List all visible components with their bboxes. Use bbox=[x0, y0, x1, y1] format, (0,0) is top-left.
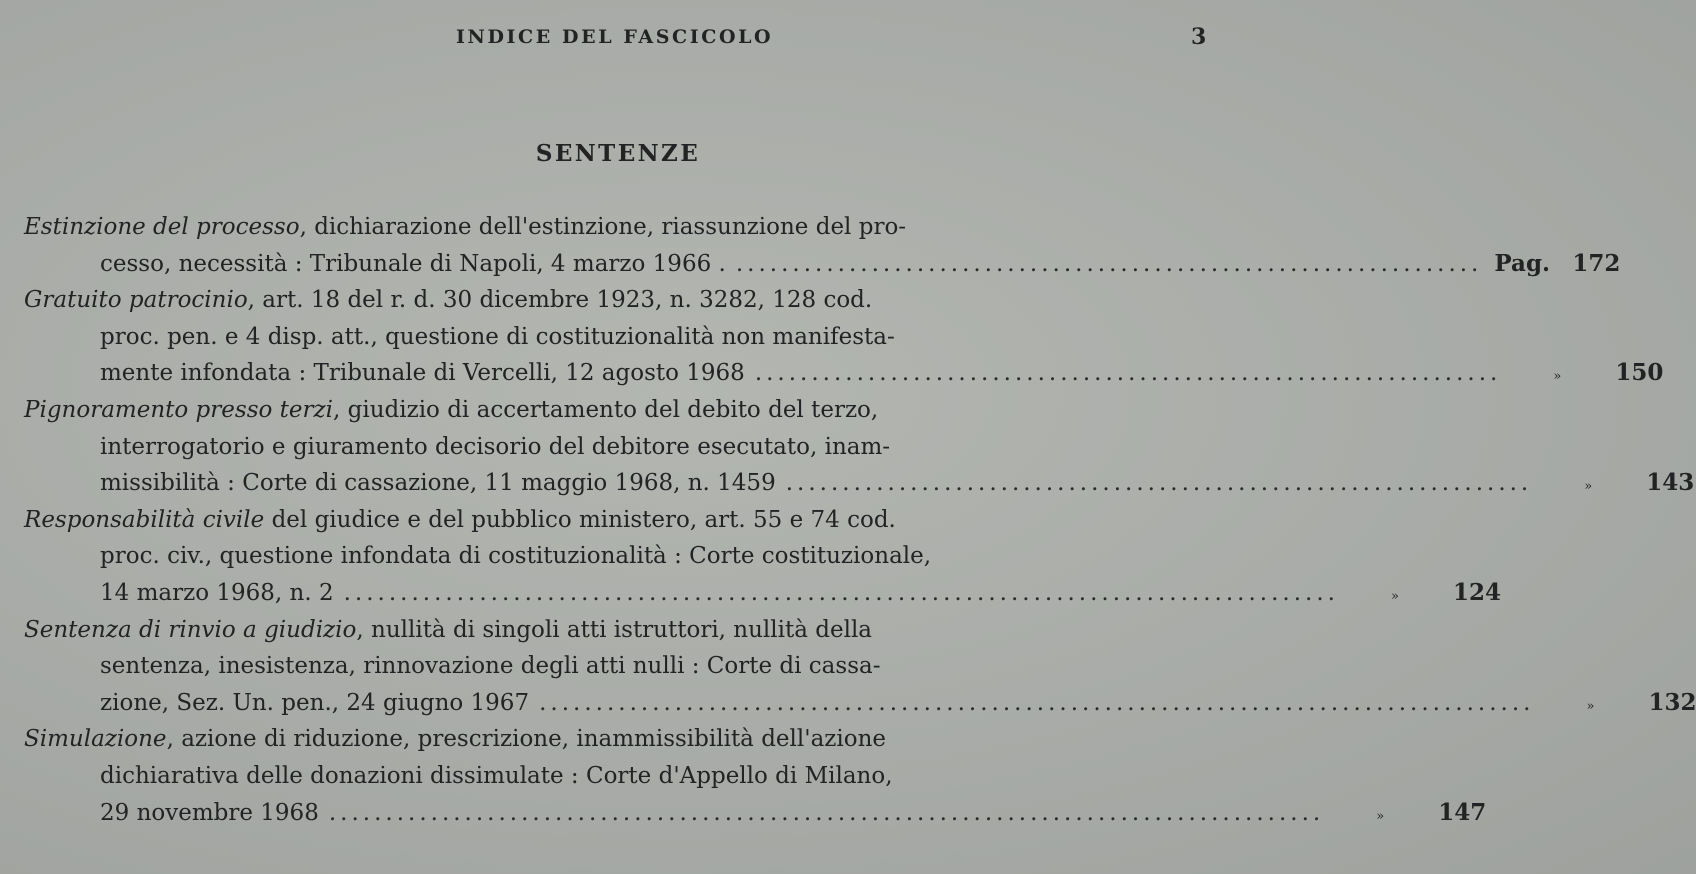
entry-line: Sentenza di rinvio a giudizio, nullità di singoli atti istruttori, nullità della bbox=[24, 616, 873, 643]
leader-dots: .................................................................. bbox=[754, 360, 1502, 387]
entry-line bbox=[24, 429, 1078, 466]
entry-line bbox=[24, 465, 1695, 502]
page-reference bbox=[1513, 355, 1663, 396]
ditto-mark: » bbox=[1376, 808, 1385, 824]
entry-text: mente infondata : Tribunale di Vercelli, 12 agosto 1968 bbox=[100, 360, 745, 387]
entry-text: zione, Sez. Un. pen., 24 giugno 1967 bbox=[100, 689, 530, 716]
entry-line bbox=[24, 648, 1078, 685]
page-label: Pag. bbox=[1494, 249, 1551, 277]
entry-topic: Responsabilità civile bbox=[24, 506, 265, 533]
entry-text: missibilità : Corte di cassazione, 11 maggio 1968, n. 1459 bbox=[100, 470, 776, 497]
entry-line bbox=[24, 502, 1078, 539]
page-ref-number: 132 bbox=[1648, 688, 1696, 716]
index-list bbox=[24, 209, 1696, 831]
entry-text: del giudice e del pubblico ministero, art. 55 e 74 cod. bbox=[271, 506, 896, 533]
entry-line: Estinzione del processo, dichiarazione dell'estinzione, riassunzione del pro- bbox=[24, 214, 907, 240]
entry-line bbox=[24, 685, 1696, 722]
header-title: INDICE DEL FASCICOLO bbox=[456, 26, 774, 48]
leader-dots: ........................................................................................ bbox=[539, 689, 1535, 716]
leader-dots: .................................................................. bbox=[785, 470, 1533, 497]
page-reference bbox=[1351, 575, 1501, 616]
page-ref-number: 143 bbox=[1646, 469, 1695, 497]
page-ref-number: 172 bbox=[1572, 249, 1621, 277]
page-ref-number: 150 bbox=[1615, 359, 1664, 387]
page-ref-number: 124 bbox=[1452, 578, 1501, 606]
entry-text: art. 18 del r. d. 30 dicembre 1923, n. 3282, 128 cod. bbox=[262, 287, 873, 314]
entry-line bbox=[24, 319, 1078, 356]
index-entry bbox=[24, 209, 1621, 282]
entry-text: nullità di singoli atti istruttori, nullità della bbox=[371, 616, 873, 643]
page-number: 3 bbox=[1191, 24, 1207, 50]
leader-dots: .................................................................. bbox=[735, 250, 1483, 277]
ditto-mark: » bbox=[1390, 588, 1399, 604]
index-entry bbox=[24, 282, 1664, 392]
entry-topic: Simulazione bbox=[24, 726, 167, 753]
entry-text: giudizio di accertamento del debito del terzo, bbox=[347, 396, 879, 423]
entry-line bbox=[24, 795, 1487, 832]
entry-text: sentenza, inesistenza, rinnovazione degli atti nulli : Corte di cassa- bbox=[100, 653, 881, 680]
entry-line bbox=[24, 758, 1078, 795]
entry-line: Pignoramento presso terzi, giudizio di accertamento del debito del terzo, bbox=[24, 396, 879, 423]
page-ref-number: 147 bbox=[1438, 798, 1487, 826]
leader-dots: ........................................................................................ bbox=[328, 799, 1325, 826]
entry-text: cesso, necessità : Tribunale di Napoli, 4 marzo 1966 . bbox=[100, 250, 726, 277]
leader-dots: ........................................................................................ bbox=[343, 579, 1339, 606]
page-reference bbox=[1546, 685, 1696, 726]
entry-line bbox=[24, 355, 1664, 392]
entry-line bbox=[24, 246, 1621, 283]
page-reference bbox=[1544, 465, 1694, 506]
entry-line bbox=[24, 575, 1501, 612]
ditto-mark: » bbox=[1553, 369, 1562, 385]
page-reference bbox=[1336, 795, 1486, 836]
entry-line: Gratuito patrocinio, art. 18 del r. d. 30 dicembre 1923, n. 3282, 128 cod. bbox=[24, 287, 873, 314]
entry-text: interrogatorio e giuramento decisorio del debitore esecutato, inam- bbox=[100, 433, 891, 460]
index-entry bbox=[24, 612, 1696, 722]
entry-text: dichiarazione dell'estinzione, riassunzione del pro- bbox=[314, 214, 907, 240]
entry-line bbox=[24, 538, 1078, 575]
entry-text: proc. civ., questione infondata di costituzionalità : Corte costituzionale, bbox=[100, 543, 932, 570]
ditto-mark: » bbox=[1586, 698, 1595, 714]
entry-topic: Pignoramento presso terzi bbox=[24, 396, 333, 423]
page-reference bbox=[1494, 246, 1620, 283]
ditto-mark: » bbox=[1584, 479, 1593, 495]
section-title: SENTENZE bbox=[535, 140, 701, 167]
entry-text: 14 marzo 1968, n. 2 bbox=[100, 579, 334, 606]
index-entry bbox=[24, 502, 1501, 612]
entry-text: 29 novembre 1968 bbox=[100, 799, 319, 826]
entry-text: proc. pen. e 4 disp. att., questione di costituzionalità non manifesta- bbox=[100, 323, 895, 350]
running-header bbox=[0, 26, 1252, 56]
entry-line: Simulazione, azione di riduzione, prescrizione, inammissibilità dell'azione bbox=[24, 726, 887, 753]
entry-text: dichiarativa delle donazioni dissimulate : Corte d'Appello di Milano, bbox=[100, 762, 893, 789]
index-entry bbox=[24, 721, 1487, 831]
entry-topic: Gratuito patrocinio bbox=[24, 287, 248, 314]
entry-topic: Sentenza di rinvio a giudizio bbox=[24, 616, 357, 643]
index-entry bbox=[24, 392, 1695, 502]
entry-topic: Estinzione del processo bbox=[24, 214, 300, 240]
entry-text: azione di riduzione, prescrizione, inammissibilità dell'azione bbox=[181, 726, 887, 753]
